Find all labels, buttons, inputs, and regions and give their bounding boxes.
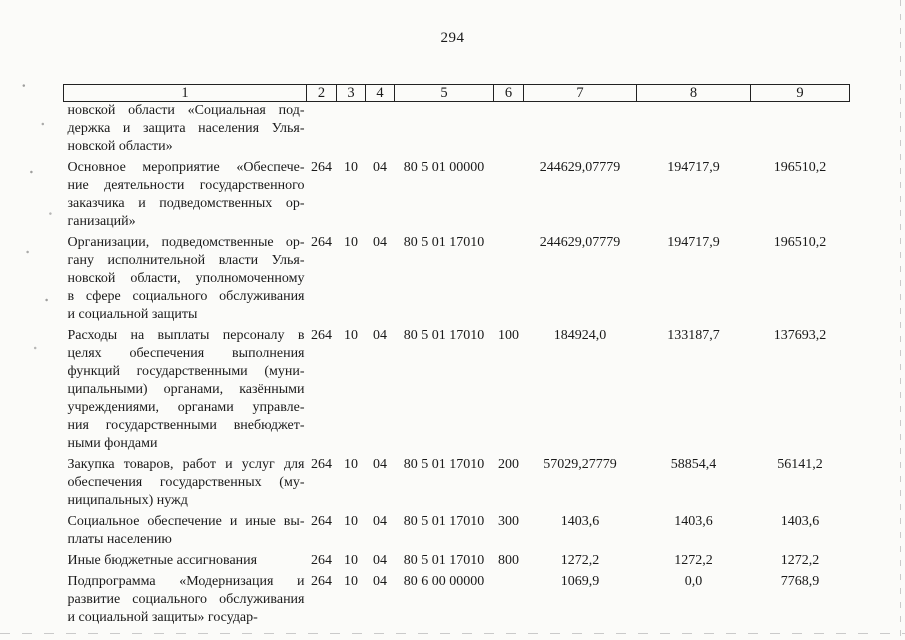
header-col-5: 5 <box>395 85 494 102</box>
header-col-1: 1 <box>64 85 307 102</box>
row-target-article: 80 5 01 17010 <box>403 457 485 472</box>
row-ministry-code: 264 <box>311 574 332 589</box>
row-amount-col9: 196510,2 <box>773 235 827 250</box>
row-amount-col9: 56141,2 <box>777 457 823 472</box>
row-section: 10 <box>344 574 358 589</box>
header-col-2: 2 <box>307 85 337 102</box>
table-row <box>64 453 850 510</box>
row-description: Подпрограмма «Модернизация и развитие социального обслуживания и социальной защиты» государ- <box>67 574 305 625</box>
scan-edge-right <box>900 0 901 640</box>
row-ministry-code: 264 <box>311 553 332 568</box>
row-ministry-code: 264 <box>311 160 332 175</box>
row-description: Иные бюджетные ассигнования <box>67 553 258 568</box>
row-description: Организации, подведомственные ор- гану исполнительной власти Улья- новской области, уполномоченному в сфере социального обслуживания и социальной защиты <box>67 235 305 322</box>
header-col-7: 7 <box>524 85 637 102</box>
header-col-3: 3 <box>337 85 366 102</box>
header-col-9: 9 <box>751 85 850 102</box>
row-section <box>337 102 366 157</box>
row-amount-col8 <box>637 102 751 157</box>
row-expense-type: 800 <box>498 553 519 568</box>
row-amount-col9: 1403,6 <box>780 514 820 529</box>
row-amount-col7 <box>524 102 637 157</box>
header-col-4: 4 <box>366 85 395 102</box>
row-description: Расходы на выплаты персоналу в целях обеспечения выполнения функций государственными (муни- ципальными) органами, казёнными учреждениями, органами управле- ния государственными внебюджет- ными фондами <box>67 328 305 451</box>
row-target-article: 80 5 01 00000 <box>403 160 485 175</box>
row-amount-col8: 194717,9 <box>667 160 720 175</box>
row-ministry-code: 264 <box>311 457 332 472</box>
row-expense-type <box>494 102 524 157</box>
budget-table <box>63 84 850 627</box>
row-description: Закупка товаров, работ и услуг для обеспечения государственных (му- ниципальных) нужд <box>67 457 305 508</box>
header-row <box>64 85 850 102</box>
row-amount-col9: 137693,2 <box>773 328 827 343</box>
row-subsection: 04 <box>373 514 387 529</box>
row-section: 10 <box>344 457 358 472</box>
row-amount-col9: 196510,2 <box>773 160 827 175</box>
row-subsection: 04 <box>373 160 387 175</box>
row-amount-col8: 194717,9 <box>667 235 720 250</box>
row-target-article: 80 5 01 17010 <box>403 328 485 343</box>
row-amount-col7: 244629,07779 <box>539 160 621 175</box>
row-expense-type <box>494 231 524 324</box>
row-expense-type: 100 <box>498 328 519 343</box>
row-section: 10 <box>344 514 358 529</box>
row-target-article: 80 5 01 17010 <box>403 235 485 250</box>
row-amount-col7: 57029,27779 <box>543 457 617 472</box>
row-amount-col9: 7768,9 <box>780 574 820 589</box>
row-description: Основное мероприятие «Обеспече- ние деятельности государственного заказчика и подведомственных ор- ганизаций» <box>67 160 305 229</box>
row-ministry-code: 264 <box>311 514 332 529</box>
row-amount-col8: 133187,7 <box>667 328 720 343</box>
table-body <box>64 102 850 628</box>
row-expense-type <box>494 570 524 627</box>
row-amount-col7: 1272,2 <box>560 553 600 568</box>
row-ministry-code: 264 <box>311 328 332 343</box>
row-subsection <box>366 102 395 157</box>
row-expense-type: 300 <box>498 514 519 529</box>
table-row <box>64 549 850 570</box>
scan-noise <box>20 60 58 380</box>
table-row <box>64 570 850 627</box>
row-section: 10 <box>344 553 358 568</box>
row-subsection: 04 <box>373 553 387 568</box>
page-number: 294 <box>440 30 465 46</box>
row-target-article: 80 5 01 17010 <box>403 514 485 529</box>
header-col-6: 6 <box>494 85 524 102</box>
row-description: новской области «Социальная под- держка и защита населения Улья- новской области» <box>67 103 305 154</box>
row-target-article <box>395 102 494 157</box>
row-expense-type <box>494 156 524 231</box>
row-target-article: 80 5 01 17010 <box>403 553 485 568</box>
row-section: 10 <box>344 235 358 250</box>
scan-edge-bottom <box>0 633 905 634</box>
table-row <box>64 102 850 157</box>
row-amount-col8: 58854,4 <box>670 457 717 472</box>
row-subsection: 04 <box>373 457 387 472</box>
row-amount-col7: 244629,07779 <box>539 235 621 250</box>
row-subsection: 04 <box>373 235 387 250</box>
row-ministry-code: 264 <box>311 235 332 250</box>
row-amount-col8: 0,0 <box>684 574 703 589</box>
row-amount-col9: 1272,2 <box>780 553 820 568</box>
row-expense-type: 200 <box>498 457 519 472</box>
row-amount-col7: 1403,6 <box>560 514 600 529</box>
table-row <box>64 156 850 231</box>
header-col-8: 8 <box>637 85 751 102</box>
table-row <box>64 231 850 324</box>
row-amount-col9 <box>751 102 850 157</box>
row-amount-col8: 1403,6 <box>674 514 713 529</box>
row-subsection: 04 <box>373 328 387 343</box>
row-amount-col7: 184924,0 <box>553 328 607 343</box>
row-subsection: 04 <box>373 574 387 589</box>
row-section: 10 <box>344 328 358 343</box>
table-row <box>64 324 850 453</box>
table-row <box>64 510 850 549</box>
row-amount-col7: 1069,9 <box>560 574 600 589</box>
row-target-article: 80 6 00 00000 <box>403 574 485 589</box>
row-section: 10 <box>344 160 358 175</box>
row-description: Социальное обеспечение и иные вы- платы населению <box>67 514 305 547</box>
row-amount-col8: 1272,2 <box>674 553 713 568</box>
row-ministry-code <box>307 102 337 157</box>
